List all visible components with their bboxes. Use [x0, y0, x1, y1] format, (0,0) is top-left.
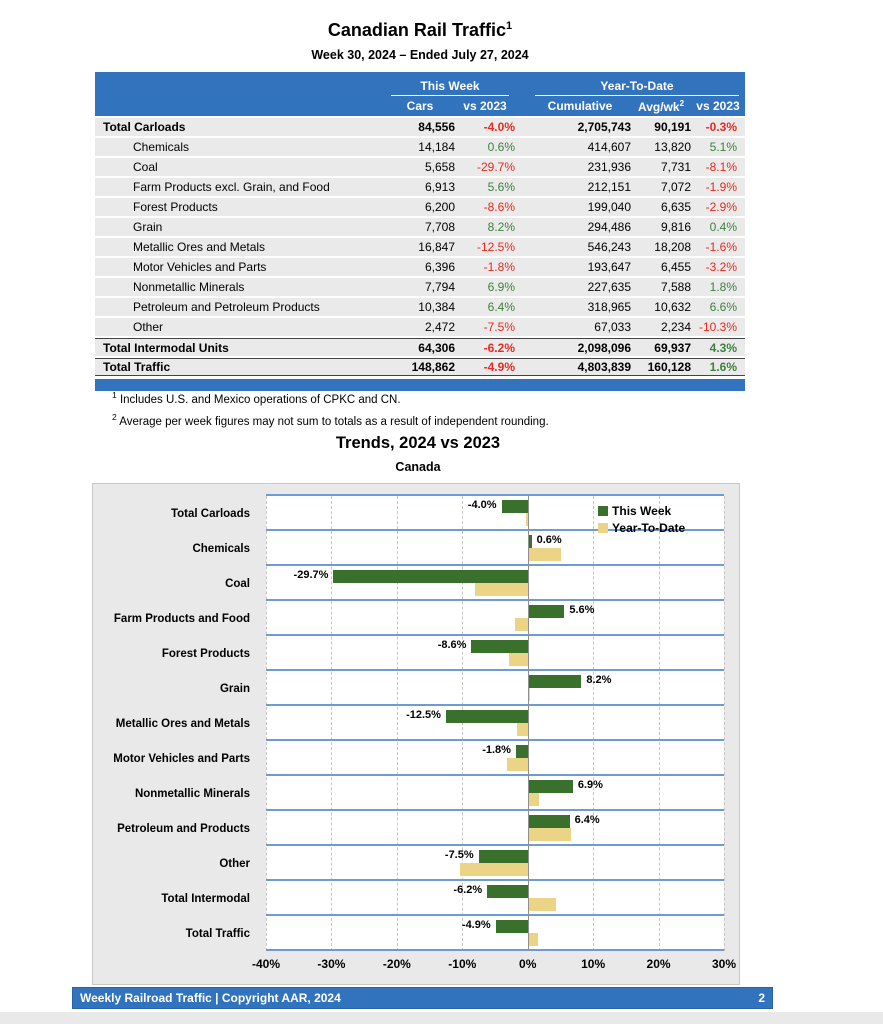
bar-value-label: 6.4%: [574, 814, 600, 826]
category-label: Other: [219, 857, 250, 870]
x-axis-tick: 30%: [711, 957, 737, 971]
page-title: [0, 20, 840, 41]
table-row: [95, 298, 745, 316]
x-axis-tick: -30%: [317, 957, 346, 971]
cell-cars: 14,184: [418, 140, 455, 154]
cell-vs2023-ytd: -2.9%: [705, 200, 737, 214]
category-label: Total Traffic: [185, 927, 250, 940]
x-axis-tick: -40%: [251, 957, 281, 971]
cell-avg-wk: 10,632: [654, 300, 691, 314]
title-footnote-marker: 1: [505, 20, 513, 32]
chart-legend: [598, 502, 685, 536]
cell-vs2023-ytd: -1.6%: [705, 240, 737, 254]
category-label: Coal: [225, 577, 250, 590]
chart-category-band: [266, 671, 724, 706]
trends-bar-chart: [92, 483, 740, 985]
table-row: [95, 178, 745, 196]
table-row: [95, 138, 745, 156]
bottom-edge-strip: [0, 1012, 883, 1024]
category-label: Total Intermodal: [161, 892, 250, 905]
category-label: Petroleum and Products: [117, 822, 250, 835]
legend-swatch-icon: [598, 506, 608, 516]
bar-this-week: [471, 640, 527, 653]
column-header-vs2023-week: vs 2023: [463, 99, 507, 113]
table-row: [95, 338, 745, 356]
table-body: [95, 118, 745, 376]
table-group-header-row: [95, 72, 745, 96]
avg-wk-text: Avg/wk: [637, 99, 680, 114]
bar-this-week: [333, 570, 527, 583]
table-header: [95, 72, 745, 116]
cell-vs2023-ytd: 4.3%: [709, 340, 737, 355]
table-row: [95, 238, 745, 256]
cell-vs2023-ytd: -0.3%: [705, 120, 737, 134]
traffic-table: [95, 72, 745, 391]
cell-label: Nonmetallic Minerals: [133, 280, 245, 294]
footer-text: Weekly Railroad Traffic | Copyright AAR, 2024: [80, 991, 341, 1005]
cell-cars: 2,472: [424, 320, 455, 334]
cell-cumulative: 2,705,743: [577, 120, 631, 134]
bar-this-week: [446, 710, 528, 723]
page-footer-bar: [72, 987, 773, 1009]
category-label: Grain: [219, 682, 250, 695]
bar-value-label: -8.6%: [437, 639, 467, 651]
legend-label: Year-To-Date: [612, 520, 686, 535]
chart-category-labels: [93, 496, 259, 951]
bar-year-to-date: [507, 758, 528, 771]
cell-cars: 6,200: [424, 200, 455, 214]
cell-avg-wk: 6,635: [660, 200, 691, 214]
legend-label: This Week: [612, 503, 672, 518]
chart-x-axis: [251, 957, 737, 975]
x-axis-tick: -10%: [448, 957, 477, 971]
bar-year-to-date: [528, 933, 538, 946]
bar-this-week: [528, 780, 573, 793]
group-header-year-to-date: Year-To-Date: [535, 79, 739, 96]
x-axis-tick: 0%: [519, 957, 537, 971]
footnotes: [112, 390, 549, 434]
chart-category-band: [266, 881, 724, 916]
x-axis-tick: -20%: [382, 957, 411, 971]
category-label: Nonmetallic Minerals: [134, 787, 250, 800]
avg-wk-footnote-marker: 2: [679, 98, 685, 108]
cell-cumulative: 231,936: [587, 160, 631, 174]
cell-vs2023-week: 0.6%: [487, 140, 515, 154]
column-header-cars: Cars: [406, 99, 434, 113]
bar-year-to-date: [528, 548, 561, 561]
bar-this-week: [516, 745, 528, 758]
table-row: [95, 218, 745, 236]
cell-vs2023-ytd: 1.6%: [709, 360, 737, 374]
cell-vs2023-week: -12.5%: [476, 240, 515, 254]
table-row: [95, 318, 745, 336]
cell-label: Total Carloads: [103, 120, 186, 134]
footnote-1: [112, 390, 549, 406]
table-column-header-row: [95, 96, 745, 116]
cell-vs2023-ytd: -3.2%: [705, 260, 737, 274]
footnote-1-text: Includes U.S. and Mexico operations of CPKC and CN.: [119, 393, 401, 406]
cell-vs2023-week: -7.5%: [483, 320, 515, 334]
table-row: [95, 118, 745, 136]
x-axis-tick: 10%: [581, 957, 606, 971]
cell-vs2023-week: -4.9%: [483, 360, 515, 374]
chart-category-band: [266, 741, 724, 776]
bar-year-to-date: [528, 793, 540, 806]
cell-label: Other: [133, 320, 164, 334]
chart-category-band: [266, 601, 724, 636]
bar-value-label: -12.5%: [406, 709, 441, 721]
chart-category-band: [266, 811, 724, 846]
cell-label: Total Traffic: [103, 360, 171, 374]
cell-vs2023-week: 8.2%: [487, 220, 515, 234]
bar-this-week: [528, 605, 565, 618]
cell-cars: 84,556: [418, 120, 455, 134]
category-label: Total Carloads: [170, 507, 250, 520]
chart-title: Trends, 2024 vs 2023: [335, 434, 501, 452]
cell-label: Total Intermodal Units: [103, 340, 229, 355]
bar-year-to-date: [517, 723, 527, 736]
legend-item: [598, 519, 685, 536]
cell-vs2023-week: 6.9%: [487, 280, 515, 294]
cell-cars: 148,862: [411, 360, 455, 374]
cell-vs2023-week: 5.6%: [487, 180, 515, 194]
cell-cars: 6,396: [424, 260, 455, 274]
legend-item: [598, 502, 685, 519]
cell-label: Farm Products excl. Grain, and Food: [133, 180, 330, 194]
chart-subtitle: Canada: [395, 460, 441, 474]
bar-year-to-date: [515, 618, 527, 631]
bar-value-label: -4.0%: [467, 499, 497, 511]
cell-vs2023-week: -4.0%: [483, 120, 515, 134]
bar-value-label: -6.2%: [453, 884, 483, 896]
cell-avg-wk: 6,455: [660, 260, 691, 274]
bar-this-week: [479, 850, 528, 863]
footnote-2-marker: 2: [112, 411, 117, 422]
bar-year-to-date: [475, 583, 528, 596]
cell-cumulative: 4,803,839: [577, 360, 631, 374]
table-row: [95, 198, 745, 216]
footnote-2: [112, 412, 549, 428]
bar-this-week: [487, 885, 528, 898]
bar-year-to-date: [509, 653, 528, 666]
table-row: [95, 358, 745, 376]
cell-avg-wk: 69,937: [654, 340, 691, 355]
cell-vs2023-week: -6.2%: [483, 340, 515, 355]
cell-vs2023-ytd: 6.6%: [709, 300, 737, 314]
chart-category-band: [266, 566, 724, 601]
bar-value-label: 8.2%: [586, 674, 612, 686]
chart-category-band: [266, 706, 724, 741]
table-row: [95, 158, 745, 176]
footnote-1-marker: 1: [112, 390, 117, 400]
legend-swatch-icon: [598, 523, 608, 533]
cell-cumulative: 294,486: [587, 220, 631, 234]
cell-avg-wk: 7,588: [660, 280, 691, 294]
cell-label: Grain: [133, 220, 163, 234]
category-label: Motor Vehicles and Parts: [113, 752, 250, 765]
cell-vs2023-ytd: -1.9%: [705, 180, 737, 194]
column-header-avg-wk: [631, 99, 691, 114]
category-label: Forest Products: [161, 647, 250, 660]
bar-year-to-date: [528, 898, 556, 911]
bar-value-label: -29.7%: [293, 569, 329, 581]
cell-label: Forest Products: [133, 200, 218, 214]
footer-page-number: 2: [758, 991, 765, 1005]
cell-avg-wk: 7,072: [660, 180, 691, 194]
gridline: [724, 496, 725, 951]
bar-this-week: [528, 815, 570, 828]
cell-label: Chemicals: [133, 140, 190, 154]
bar-value-label: 5.6%: [569, 604, 595, 616]
group-header-this-week: This Week: [391, 79, 509, 96]
cell-avg-wk: 7,731: [660, 160, 691, 174]
cell-cars: 7,708: [424, 220, 455, 234]
chart-category-band: [266, 776, 724, 811]
category-label: Chemicals: [192, 542, 250, 555]
bar-value-label: 0.6%: [536, 534, 562, 546]
zero-axis-line: [528, 496, 529, 951]
cell-avg-wk: 13,820: [654, 140, 691, 154]
bar-this-week: [528, 675, 582, 688]
cell-vs2023-week: -29.7%: [476, 160, 515, 174]
cell-cumulative: 199,040: [587, 200, 631, 214]
cell-label: Coal: [133, 160, 158, 174]
footnote-2-text: Average per week figures may not sum to totals as a result of independent rounding.: [119, 415, 549, 428]
category-label: Metallic Ores and Metals: [115, 717, 250, 730]
bar-value-label: 6.9%: [577, 779, 603, 791]
cell-cars: 10,384: [418, 300, 455, 314]
table-row: [95, 258, 745, 276]
chart-plot-area: [266, 494, 724, 951]
cell-avg-wk: 18,208: [654, 240, 691, 254]
page-title-text: Canadian Rail Traffic: [327, 20, 506, 40]
bar-year-to-date: [460, 863, 527, 876]
page-subtitle: Week 30, 2024 – Ended July 27, 2024: [311, 48, 529, 62]
chart-category-band: [266, 636, 724, 671]
cell-vs2023-ytd: 0.4%: [709, 220, 737, 234]
cell-cars: 7,794: [424, 280, 455, 294]
cell-vs2023-week: -8.6%: [483, 200, 515, 214]
bar-year-to-date: [528, 828, 571, 841]
cell-avg-wk: 2,234: [660, 320, 691, 334]
cell-avg-wk: 160,128: [647, 360, 691, 374]
chart-category-band: [266, 846, 724, 881]
cell-vs2023-week: -1.8%: [483, 260, 515, 274]
cell-cumulative: 67,033: [594, 320, 631, 334]
bar-this-week: [496, 920, 528, 933]
cell-cumulative: 546,243: [587, 240, 631, 254]
cell-cumulative: 212,151: [587, 180, 631, 194]
bar-value-label: -4.9%: [461, 919, 491, 931]
bar-value-label: -1.8%: [482, 744, 511, 756]
cell-cars: 6,913: [424, 180, 455, 194]
cell-vs2023-week: 6.4%: [487, 300, 515, 314]
cell-vs2023-ytd: -8.1%: [705, 160, 737, 174]
cell-cars: 64,306: [418, 340, 455, 355]
cell-vs2023-ytd: 1.8%: [709, 280, 737, 294]
cell-label: Metallic Ores and Metals: [133, 240, 266, 254]
cell-avg-wk: 90,191: [654, 120, 691, 134]
cell-cumulative: 414,607: [587, 140, 631, 154]
cell-cars: 16,847: [418, 240, 455, 254]
column-header-cumulative: Cumulative: [547, 99, 613, 113]
chart-category-band: [266, 531, 724, 566]
x-axis-tick: 20%: [646, 957, 671, 971]
bar-this-week: [502, 500, 528, 513]
cell-cumulative: 318,965: [587, 300, 631, 314]
cell-label: Petroleum and Petroleum Products: [133, 300, 320, 314]
cell-cumulative: 2,098,096: [577, 340, 631, 355]
bar-value-label: -7.5%: [444, 849, 474, 861]
cell-cumulative: 193,647: [587, 260, 631, 274]
column-header-vs2023-ytd: vs 2023: [696, 99, 740, 113]
cell-cars: 5,658: [424, 160, 455, 174]
cell-vs2023-ytd: -10.3%: [698, 320, 737, 334]
cell-label: Motor Vehicles and Parts: [133, 260, 267, 274]
cell-vs2023-ytd: 5.1%: [709, 140, 737, 154]
category-label: Farm Products and Food: [113, 612, 250, 625]
chart-category-band: [266, 916, 724, 951]
cell-cumulative: 227,635: [587, 280, 631, 294]
table-row: [95, 278, 745, 296]
cell-avg-wk: 9,816: [660, 220, 691, 234]
